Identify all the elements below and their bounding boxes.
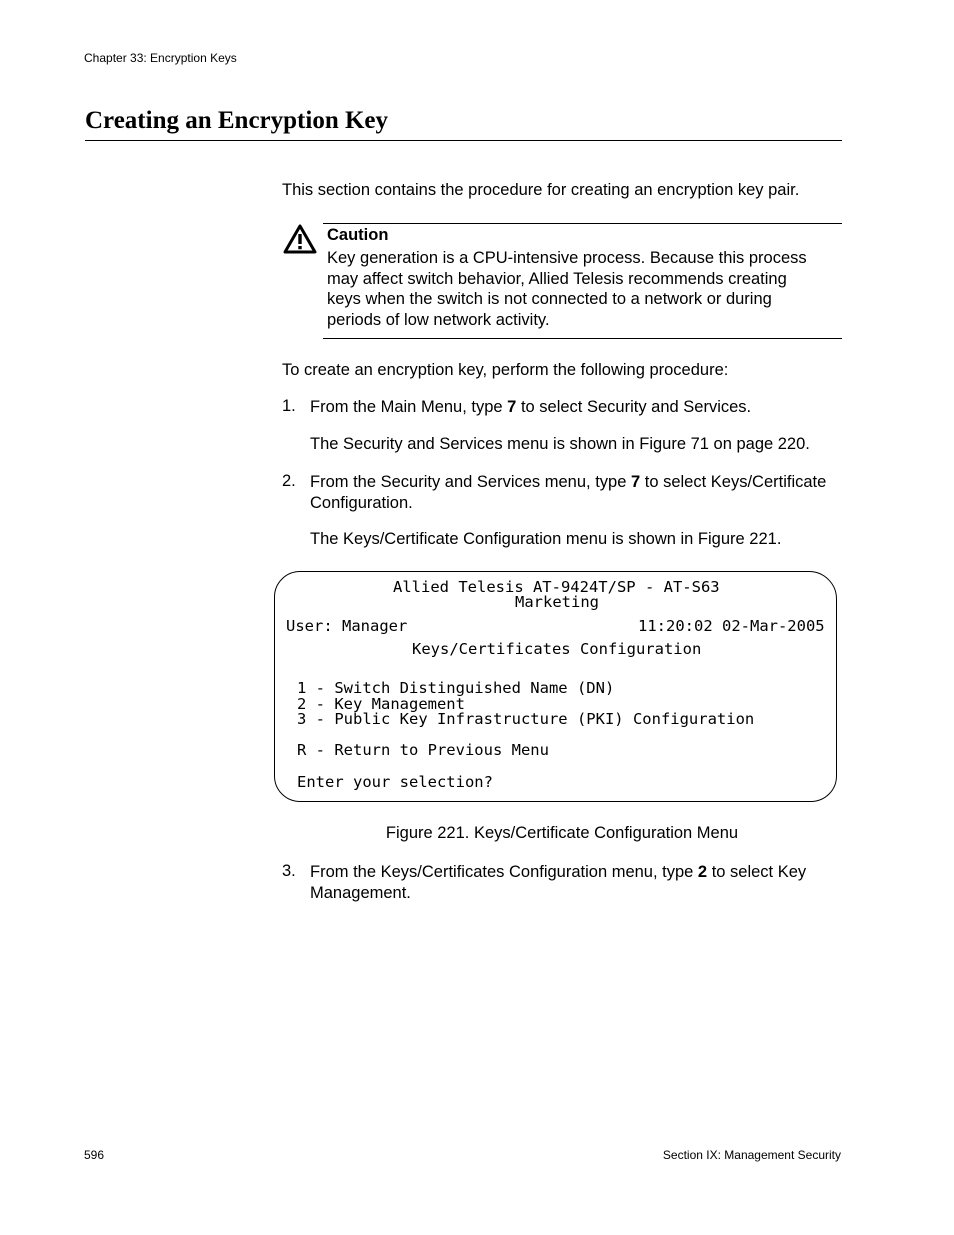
terminal-datetime: 11:20:02 02-Mar-2005 bbox=[638, 617, 825, 635]
terminal-prompt: Enter your selection? bbox=[297, 773, 493, 791]
warning-triangle-icon bbox=[283, 224, 317, 254]
procedure-lead: To create an encryption key, perform the following procedure: bbox=[282, 361, 729, 379]
terminal-screen bbox=[274, 571, 837, 802]
step-text-part: to select Keys/Certificate bbox=[640, 473, 827, 491]
page-number: 596 bbox=[84, 1148, 105, 1162]
footer-section: Section IX: Management Security bbox=[662, 1148, 841, 1162]
section-title: Creating an Encryption Key bbox=[85, 107, 389, 134]
caution-heading: Caution bbox=[327, 226, 389, 244]
terminal-location: Marketing bbox=[515, 593, 599, 611]
step-number: 1. bbox=[282, 397, 296, 415]
step-number: 2. bbox=[282, 472, 296, 490]
step-key: 7 bbox=[630, 473, 641, 491]
intro-paragraph: This section contains the procedure for creating an encryption key pair. bbox=[282, 181, 800, 199]
terminal-menu-item-return: R - Return to Previous Menu bbox=[297, 741, 549, 759]
step-key: 7 bbox=[507, 398, 517, 416]
step-text-part: From the Main Menu, type bbox=[310, 398, 508, 416]
title-rule bbox=[85, 140, 842, 141]
step-text bbox=[310, 472, 842, 513]
terminal-title: Allied Telesis AT-9424T/SP - AT-S63 bbox=[393, 578, 720, 596]
running-head: Chapter 33: Encryption Keys bbox=[84, 51, 237, 65]
step-text-part: to select Key bbox=[707, 863, 807, 881]
step-text-part: to select Security and Services. bbox=[516, 398, 752, 416]
step-number: 3. bbox=[282, 862, 296, 880]
terminal-menu-title: Keys/Certificates Configuration bbox=[412, 640, 702, 658]
step-line bbox=[310, 472, 842, 493]
step-line: Configuration. bbox=[310, 493, 413, 512]
terminal-menu-item-3: 3 - Public Key Infrastructure (PKI) Configuration bbox=[297, 710, 755, 728]
caution-rule-bottom bbox=[323, 338, 842, 339]
terminal-menu-item-2: 2 - Key Management bbox=[297, 695, 465, 713]
step-line: Management. bbox=[310, 883, 411, 902]
step-text bbox=[310, 397, 842, 418]
step-line bbox=[310, 862, 842, 883]
caution-line: may affect switch behavior, Allied Telesis recommends creating bbox=[327, 269, 787, 288]
step-text-part: From the Security and Services menu, type bbox=[310, 473, 631, 491]
step-text-part: From the Keys/Certificates Configuration menu, type bbox=[310, 863, 698, 881]
step-text bbox=[310, 862, 842, 903]
terminal-user: User: Manager bbox=[286, 617, 408, 635]
figure-caption: Figure 221. Keys/Certificate Configuration Menu bbox=[385, 824, 739, 842]
caution-rule-top bbox=[323, 223, 842, 224]
caution-line: Key generation is a CPU-intensive process. Because this process bbox=[327, 249, 807, 267]
caution-line: periods of low network activity. bbox=[327, 310, 550, 329]
step-note: The Security and Services menu is shown in Figure 71 on page 220. bbox=[310, 435, 810, 453]
step-note: The Keys/Certificate Configuration menu is shown in Figure 221. bbox=[310, 530, 782, 548]
caution-body bbox=[327, 248, 839, 330]
caution-line: keys when the switch is not connected to a network or during bbox=[327, 290, 772, 308]
step-key: 2 bbox=[697, 863, 708, 881]
terminal-menu-item-1: 1 - Switch Distinguished Name (DN) bbox=[297, 679, 615, 697]
